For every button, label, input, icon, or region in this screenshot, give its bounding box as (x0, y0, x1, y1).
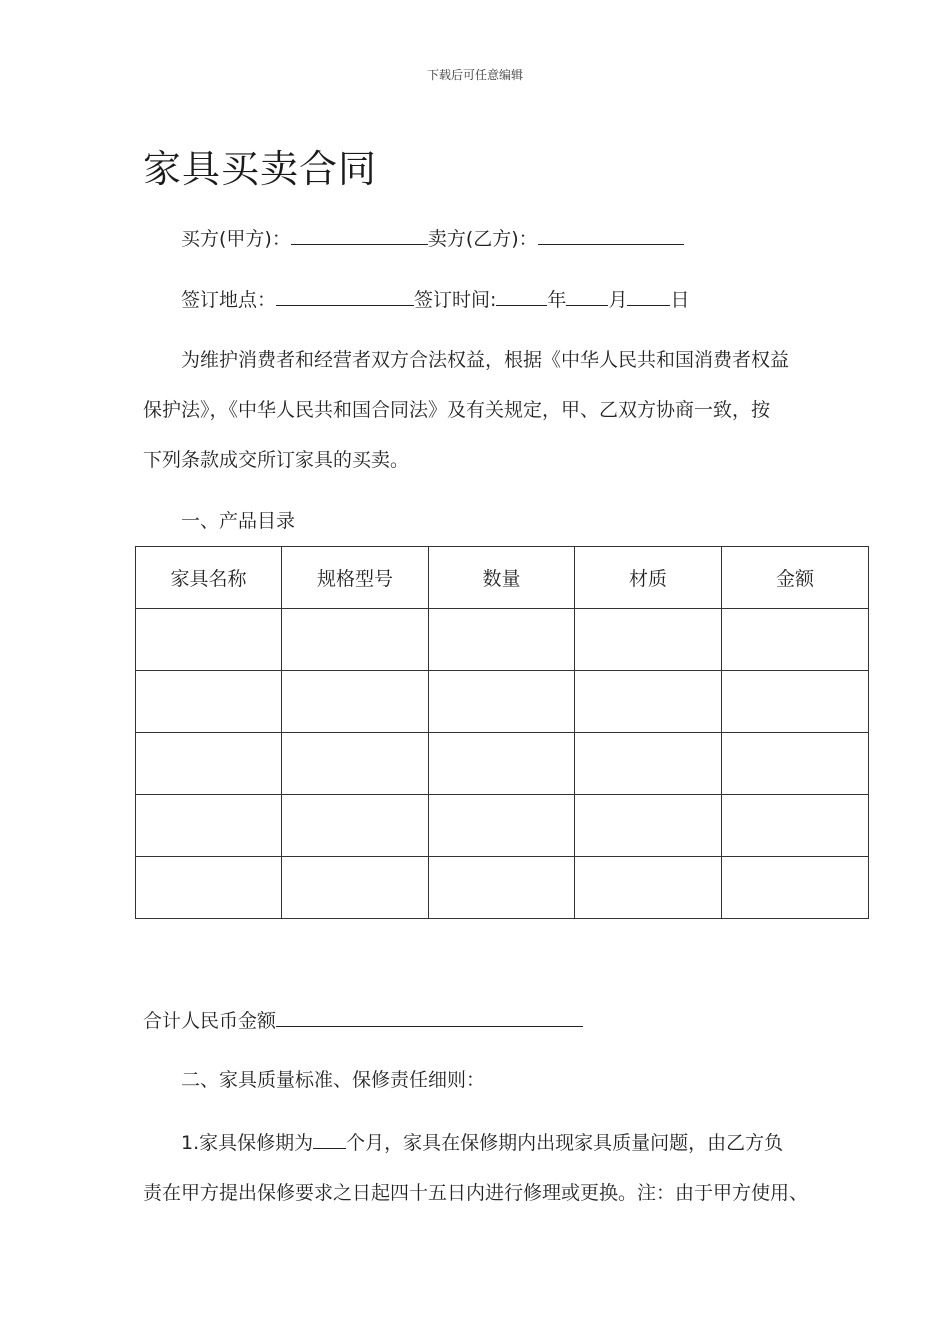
table-cell[interactable] (429, 733, 575, 795)
table-row (136, 795, 869, 857)
header-furniture-name: 家具名称 (136, 547, 282, 609)
table-cell[interactable] (575, 733, 722, 795)
table-row (136, 733, 869, 795)
table-cell[interactable] (722, 857, 869, 919)
month-blank[interactable] (566, 285, 608, 306)
header-note: 下载后可任意编辑 (426, 68, 523, 82)
table-cell[interactable] (722, 671, 869, 733)
section1-heading: 一、产品目录 (181, 510, 296, 532)
preamble-line-1: 为维护消费者和经营者双方合法权益，根据《中华人民共和国消费者权益 (181, 349, 790, 371)
warranty-prefix: 1.家具保修期为 (181, 1132, 314, 1154)
preamble-line-2: 保护法》，《中华人民共和国合同法》及有关规定，甲、乙双方协商一致，按 (143, 399, 771, 421)
buyer-label: 买方(甲方)： (181, 228, 291, 250)
seller-blank[interactable] (538, 224, 684, 245)
table-row (136, 609, 869, 671)
table-cell[interactable] (429, 671, 575, 733)
section2-item1-line2: 责在甲方提出保修要求之日起四十五日内进行修理或更换。注：由于甲方使用、 (143, 1182, 809, 1204)
section2-heading: 二、家具质量标准、保修责任细则： (181, 1069, 486, 1091)
table-cell[interactable] (722, 609, 869, 671)
warranty-suffix: 个月，家具在保修期内出现家具质量问题，由乙方负 (346, 1132, 784, 1154)
parties-line (181, 224, 684, 252)
table-header-row (136, 547, 869, 609)
table-cell[interactable] (282, 795, 429, 857)
table-row (136, 857, 869, 919)
table-cell[interactable] (136, 671, 282, 733)
year-label: 年 (547, 289, 567, 311)
table-cell[interactable] (282, 733, 429, 795)
header-quantity: 数量 (429, 547, 575, 609)
table-cell[interactable] (136, 733, 282, 795)
table-cell[interactable] (575, 857, 722, 919)
section2-item1-line1 (181, 1128, 783, 1156)
total-line (143, 1006, 583, 1034)
table-cell[interactable] (722, 795, 869, 857)
day-blank[interactable] (627, 285, 670, 306)
table-cell[interactable] (282, 609, 429, 671)
product-catalog-table (135, 546, 869, 919)
preamble-line-3: 下列条款成交所订家具的买卖。 (143, 449, 410, 471)
page-title: 家具买卖合同 (143, 147, 378, 191)
signing-line (181, 285, 689, 313)
header-material: 材质 (575, 547, 722, 609)
table-cell[interactable] (429, 857, 575, 919)
place-label: 签订地点： (181, 289, 277, 311)
total-label: 合计人民币金额 (143, 1010, 277, 1032)
warranty-months-blank[interactable] (313, 1128, 346, 1149)
table-cell[interactable] (722, 733, 869, 795)
table-cell[interactable] (282, 857, 429, 919)
table-cell[interactable] (282, 671, 429, 733)
table-cell[interactable] (429, 795, 575, 857)
total-amount-blank[interactable] (276, 1006, 583, 1027)
time-label: 签订时间: (414, 289, 497, 311)
table-cell[interactable] (136, 609, 282, 671)
table-cell[interactable] (136, 857, 282, 919)
seller-label: 卖方(乙方)： (427, 228, 538, 250)
day-label: 日 (670, 289, 690, 311)
year-blank[interactable] (496, 285, 547, 306)
buyer-blank[interactable] (291, 224, 428, 245)
header-amount: 金额 (722, 547, 869, 609)
place-blank[interactable] (276, 285, 414, 306)
table-cell[interactable] (575, 795, 722, 857)
table-cell[interactable] (429, 609, 575, 671)
month-label: 月 (608, 289, 628, 311)
table-cell[interactable] (575, 671, 722, 733)
table-row (136, 671, 869, 733)
header-spec-model: 规格型号 (282, 547, 429, 609)
table-cell[interactable] (575, 609, 722, 671)
table-cell[interactable] (136, 795, 282, 857)
